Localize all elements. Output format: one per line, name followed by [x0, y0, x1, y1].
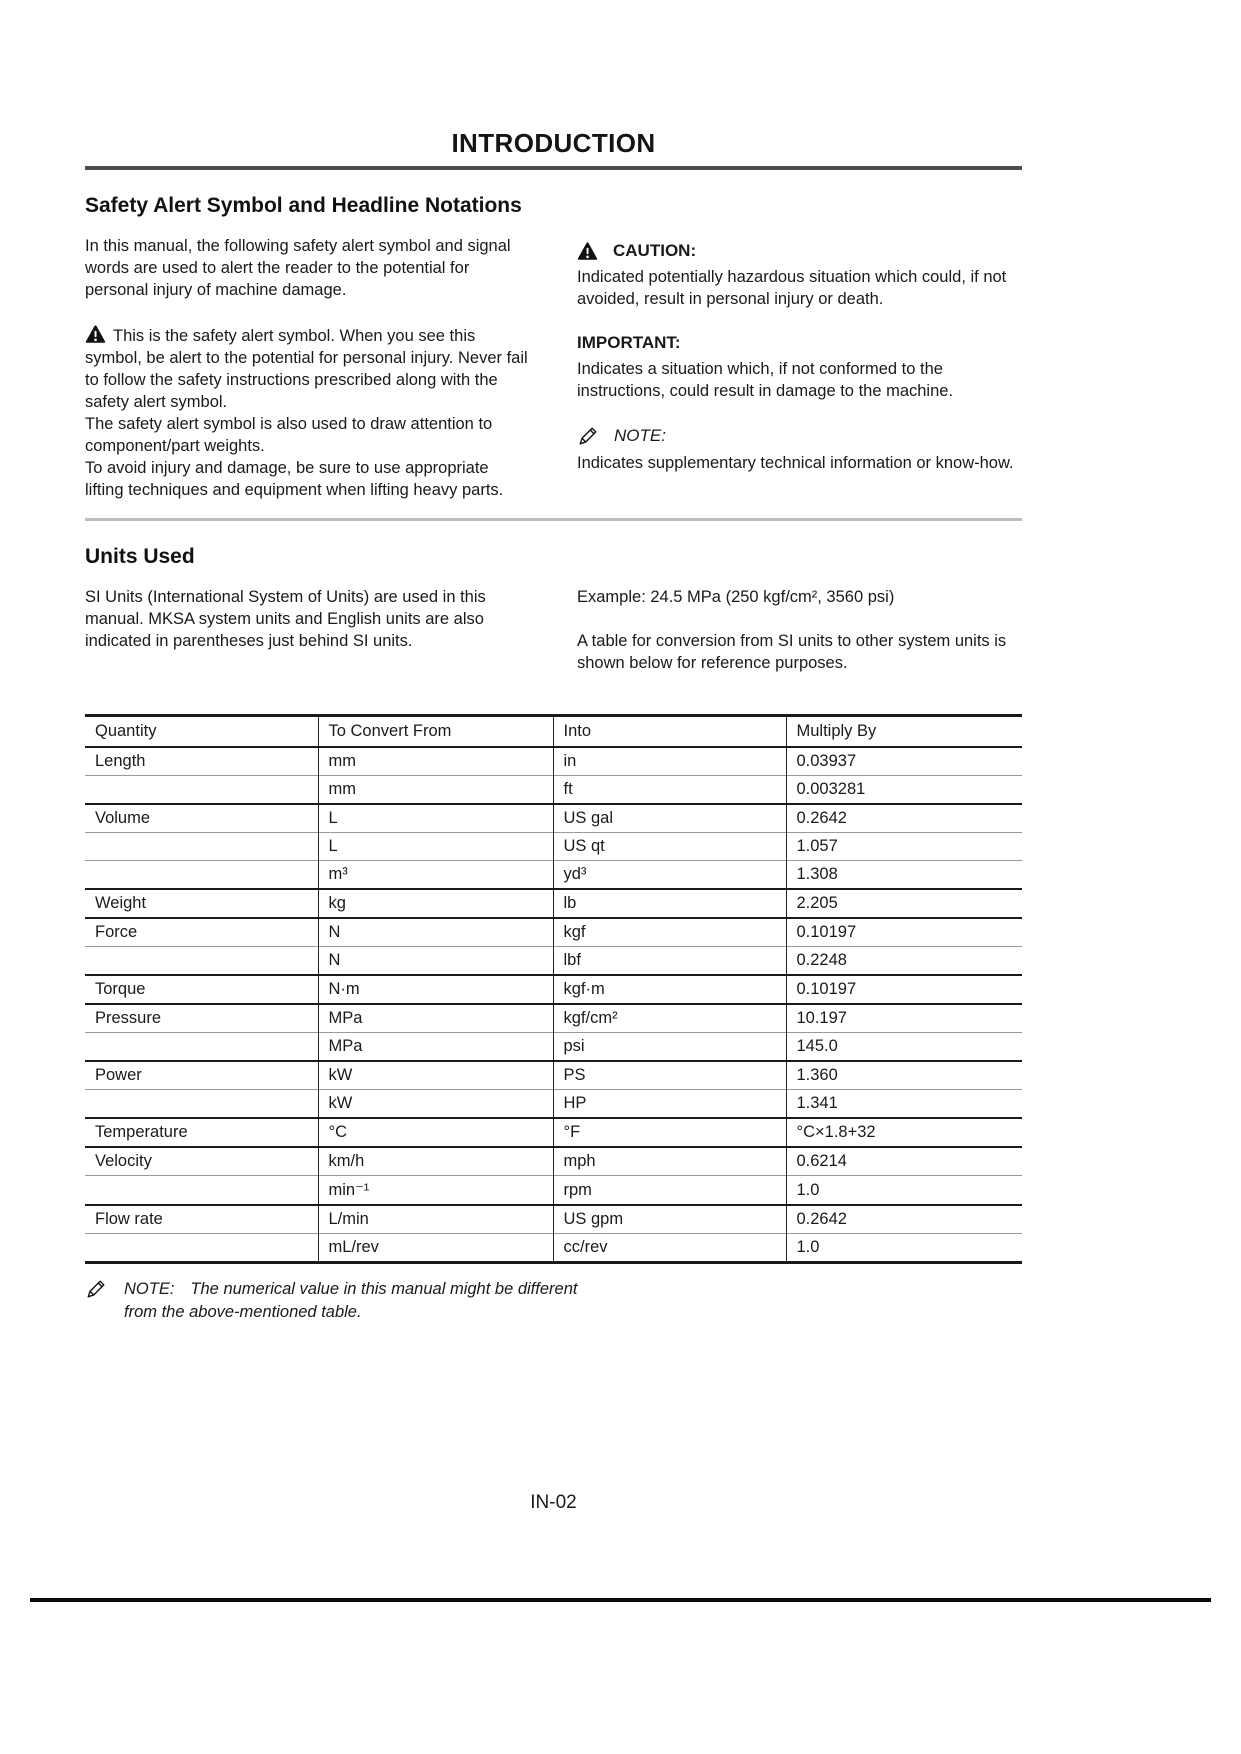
footer-rule — [30, 1598, 1211, 1602]
table-note — [85, 1278, 605, 1324]
header-cell-multiply-by: Multiply By — [786, 716, 1022, 748]
table-row — [85, 861, 1022, 890]
table-row — [85, 918, 1022, 947]
multiply-by-cell: 145.0 — [786, 1033, 1022, 1062]
into-cell: ft — [553, 776, 786, 805]
table-row — [85, 1205, 1022, 1234]
table-row — [85, 833, 1022, 861]
quantity-cell: Pressure — [85, 1004, 318, 1033]
convert-from-cell: m³ — [318, 861, 553, 890]
important-label: IMPORTANT: — [577, 333, 681, 352]
table-row — [85, 1147, 1022, 1176]
into-cell: cc/rev — [553, 1234, 786, 1263]
important-text: Indicates a situation which, if not conformed to the instructions, could result in damage to the machine. — [577, 360, 954, 400]
into-cell: US gal — [553, 804, 786, 833]
quantity-cell — [85, 1176, 318, 1206]
multiply-by-cell: 1.0 — [786, 1234, 1022, 1263]
alert-text-2: The safety alert symbol is also used to draw attention to component/part weights. — [85, 415, 493, 455]
into-cell: °F — [553, 1118, 786, 1147]
quantity-cell — [85, 947, 318, 976]
into-cell: mph — [553, 1147, 786, 1176]
important-block — [577, 333, 1023, 402]
multiply-by-cell: 1.0 — [786, 1176, 1022, 1206]
quantity-cell: Volume — [85, 804, 318, 833]
multiply-by-cell: 0.003281 — [786, 776, 1022, 805]
convert-from-cell: N — [318, 947, 553, 976]
title-rule — [85, 166, 1022, 170]
convert-from-cell: L — [318, 804, 553, 833]
convert-from-cell: MPa — [318, 1004, 553, 1033]
units-left-column — [85, 586, 531, 674]
quantity-cell — [85, 1234, 318, 1263]
units-right-column — [577, 586, 1023, 674]
multiply-by-cell: 0.2248 — [786, 947, 1022, 976]
quantity-cell: Force — [85, 918, 318, 947]
multiply-by-cell: 0.6214 — [786, 1147, 1022, 1176]
table-row — [85, 1033, 1022, 1062]
convert-from-cell: kg — [318, 889, 553, 918]
quantity-cell: Length — [85, 747, 318, 776]
convert-from-cell: °C — [318, 1118, 553, 1147]
into-cell: HP — [553, 1090, 786, 1119]
units-body-paragraph: SI Units (International System of Units) are used in this manual. MKSA system units and English units are also indicated in parentheses just behind SI units. — [85, 588, 486, 650]
into-cell: PS — [553, 1061, 786, 1090]
quantity-cell: Power — [85, 1061, 318, 1090]
multiply-by-cell: 2.205 — [786, 889, 1022, 918]
quantity-cell — [85, 833, 318, 861]
convert-from-cell: mm — [318, 747, 553, 776]
into-cell: kgf — [553, 918, 786, 947]
table-row — [85, 1118, 1022, 1147]
table-row — [85, 1176, 1022, 1206]
into-cell: kgf/cm² — [553, 1004, 786, 1033]
section-divider — [85, 518, 1022, 521]
quantity-cell: Temperature — [85, 1118, 318, 1147]
into-cell: lbf — [553, 947, 786, 976]
table-intro-text: A table for conversion from SI units to other system units is shown below for reference purposes. — [577, 632, 1007, 672]
note-heading — [577, 425, 1023, 447]
note-text: Indicates supplementary technical information or know-how. — [577, 454, 1014, 472]
note-label: NOTE: — [614, 426, 666, 445]
into-cell: psi — [553, 1033, 786, 1062]
table-row — [85, 889, 1022, 918]
note-pencil-icon — [577, 425, 599, 447]
safety-section — [85, 235, 1022, 501]
quantity-cell — [85, 776, 318, 805]
table-note-pencil-icon — [85, 1278, 107, 1324]
table-row — [85, 776, 1022, 805]
quantity-cell: Torque — [85, 975, 318, 1004]
convert-from-cell: MPa — [318, 1033, 553, 1062]
units-example-text: Example: 24.5 MPa (250 kgf/cm², 3560 psi) — [577, 588, 895, 606]
page-title: INTRODUCTION — [451, 128, 656, 158]
multiply-by-cell: 10.197 — [786, 1004, 1022, 1033]
table-row — [85, 1061, 1022, 1090]
into-cell: in — [553, 747, 786, 776]
convert-from-cell: L/min — [318, 1205, 553, 1234]
convert-from-cell: N — [318, 918, 553, 947]
conversion-table — [85, 714, 1022, 1264]
convert-from-cell: L — [318, 833, 553, 861]
multiply-by-cell: 0.10197 — [786, 918, 1022, 947]
into-cell: kgf·m — [553, 975, 786, 1004]
header-cell-into: Into — [553, 716, 786, 748]
caution-label: CAUTION: — [613, 241, 697, 260]
multiply-by-cell: °C×1.8+32 — [786, 1118, 1022, 1147]
table-note-text — [124, 1278, 605, 1324]
quantity-cell: Velocity — [85, 1147, 318, 1176]
convert-from-cell: km/h — [318, 1147, 553, 1176]
safety-intro-paragraph: In this manual, the following safety alert symbol and signal words are used to alert the reader to the potential for personal injury of machine damage. — [85, 237, 511, 299]
quantity-cell: Flow rate — [85, 1205, 318, 1234]
table-note-body: The numerical value in this manual might be different from the above-mentioned table. — [124, 1280, 578, 1321]
table-row — [85, 1234, 1022, 1263]
quantity-cell — [85, 1090, 318, 1119]
quantity-cell — [85, 1033, 318, 1062]
multiply-by-cell: 1.057 — [786, 833, 1022, 861]
quantity-cell: Weight — [85, 889, 318, 918]
into-cell: lb — [553, 889, 786, 918]
caution-block — [577, 241, 1023, 310]
caution-heading — [577, 241, 1023, 261]
section-heading-safety: Safety Alert Symbol and Headline Notations — [85, 194, 522, 217]
alert-symbol-paragraph — [85, 325, 531, 501]
into-cell: US gpm — [553, 1205, 786, 1234]
table-row — [85, 1090, 1022, 1119]
table-row — [85, 975, 1022, 1004]
into-cell: US qt — [553, 833, 786, 861]
caution-icon — [577, 242, 598, 261]
multiply-by-cell: 1.341 — [786, 1090, 1022, 1119]
convert-from-cell: kW — [318, 1061, 553, 1090]
multiply-by-cell: 1.360 — [786, 1061, 1022, 1090]
convert-from-cell: min⁻¹ — [318, 1176, 553, 1206]
alert-text-3: To avoid injury and damage, be sure to use appropriate lifting techniques and equipment when lifting heavy parts. — [85, 459, 504, 499]
caution-text: Indicated potentially hazardous situation which could, if not avoided, result in personal injury or death. — [577, 268, 1007, 308]
multiply-by-cell: 1.308 — [786, 861, 1022, 890]
table-row — [85, 1004, 1022, 1033]
header-cell-quantity: Quantity — [85, 716, 318, 748]
table-row — [85, 747, 1022, 776]
safety-left-column — [85, 235, 531, 501]
units-section — [85, 586, 1022, 674]
convert-from-cell: mm — [318, 776, 553, 805]
multiply-by-cell: 0.2642 — [786, 1205, 1022, 1234]
into-cell: rpm — [553, 1176, 786, 1206]
quantity-cell — [85, 861, 318, 890]
safety-right-column — [577, 235, 1023, 501]
note-block — [577, 425, 1023, 474]
page-content — [85, 0, 1022, 1324]
convert-from-cell: mL/rev — [318, 1234, 553, 1263]
table-row — [85, 804, 1022, 833]
multiply-by-cell: 0.10197 — [786, 975, 1022, 1004]
convert-from-cell: N·m — [318, 975, 553, 1004]
alert-line-1-wrap — [85, 325, 531, 413]
conversion-table-body — [85, 747, 1022, 1263]
table-row — [85, 947, 1022, 976]
safety-alert-icon — [85, 325, 106, 344]
section-heading-units: Units Used — [85, 545, 195, 568]
table-note-label: NOTE: — [124, 1280, 175, 1298]
alert-text-1: This is the safety alert symbol. When you see this symbol, be alert to the potential for personal injury. Never fail to follow the safety instructions prescribed along with the safety alert symbol. — [85, 327, 528, 411]
convert-from-cell: kW — [318, 1090, 553, 1119]
into-cell: yd³ — [553, 861, 786, 890]
header-cell-convert-from: To Convert From — [318, 716, 553, 748]
important-heading — [577, 333, 1023, 353]
multiply-by-cell: 0.2642 — [786, 804, 1022, 833]
page-number: IN-02 — [530, 1492, 577, 1513]
table-header-row — [85, 716, 1022, 748]
multiply-by-cell: 0.03937 — [786, 747, 1022, 776]
